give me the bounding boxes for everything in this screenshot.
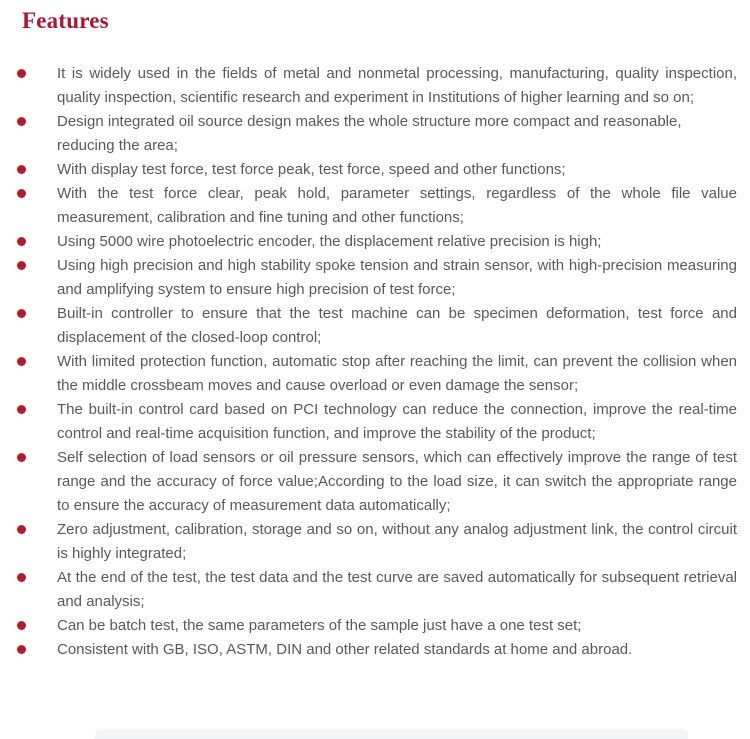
- list-item: [57, 566, 737, 614]
- list-item: [57, 110, 737, 158]
- feature-text: With display test force, test force peak, test force, speed and other functions;: [57, 161, 566, 178]
- bullet-icon: [17, 357, 26, 366]
- bottom-panel-edge: [95, 729, 688, 739]
- bullet-icon: [17, 621, 26, 630]
- page-title: Features: [22, 8, 109, 33]
- bullet-icon: [17, 189, 26, 198]
- bullet-icon: [17, 309, 26, 318]
- list-item: [57, 302, 737, 350]
- bullet-icon: [17, 165, 26, 174]
- feature-text: Zero adjustment, calibration, storage and so on, without any analog adjustment link, the control circuit is highly integrated;: [57, 521, 737, 562]
- feature-text: Design integrated oil source design makes the whole structure more compact and reasonable, reducing the area;: [57, 113, 682, 154]
- bullet-icon: [17, 261, 26, 270]
- feature-text: The built-in control card based on PCI technology can reduce the connection, improve the real-time control and real-time acquisition function, and improve the stability of the product;: [57, 401, 737, 442]
- list-item: [57, 182, 737, 230]
- bullet-icon: [17, 69, 26, 78]
- list-item: [57, 614, 737, 638]
- bullet-icon: [17, 645, 26, 654]
- feature-text: Using 5000 wire photoelectric encoder, the displacement relative precision is high;: [57, 233, 602, 250]
- list-item: [57, 518, 737, 566]
- list-item: [57, 398, 737, 446]
- list-item: [57, 230, 737, 254]
- features-list: [0, 62, 750, 662]
- bullet-icon: [17, 237, 26, 246]
- bullet-icon: [17, 405, 26, 414]
- feature-text: Using high precision and high stability spoke tension and strain sensor, with high-precision measuring and amplifying system to ensure high precision of test force;: [57, 257, 737, 298]
- bullet-icon: [17, 525, 26, 534]
- list-item: [57, 254, 737, 302]
- list-item: [57, 158, 737, 182]
- list-item: [57, 350, 737, 398]
- feature-text: Consistent with GB, ISO, ASTM, DIN and other related standards at home and abroad.: [57, 641, 633, 658]
- list-item: [57, 62, 737, 110]
- feature-text: With limited protection function, automatic stop after reaching the limit, can prevent the collision when the middle crossbeam moves and cause overload or even damage the sensor;: [57, 353, 737, 394]
- feature-text: Can be batch test, the same parameters of the sample just have a one test set;: [57, 617, 582, 634]
- feature-text: Self selection of load sensors or oil pressure sensors, which can effectively improve the range of test range and the accuracy of force value;According to the load size, it can switch the appropriate range to ensure the accuracy of measurement data automatically;: [57, 449, 737, 514]
- feature-text: With the test force clear, peak hold, parameter settings, regardless of the whole file value measurement, calibration and fine tuning and other functions;: [57, 185, 737, 226]
- bullet-icon: [17, 117, 26, 126]
- feature-text: At the end of the test, the test data and the test curve are saved automatically for subsequent retrieval and analysis;: [57, 569, 737, 610]
- bullet-icon: [17, 453, 26, 462]
- bullet-icon: [17, 573, 26, 582]
- feature-text: Built-in controller to ensure that the test machine can be specimen deformation, test force and displacement of the closed-loop control;: [57, 305, 737, 346]
- list-item: [57, 446, 737, 518]
- list-item: [57, 638, 737, 662]
- feature-text: It is widely used in the fields of metal and nonmetal processing, manufacturing, quality inspection, quality inspection, scientific research and experiment in Institutions of higher learning and so on;: [57, 65, 737, 106]
